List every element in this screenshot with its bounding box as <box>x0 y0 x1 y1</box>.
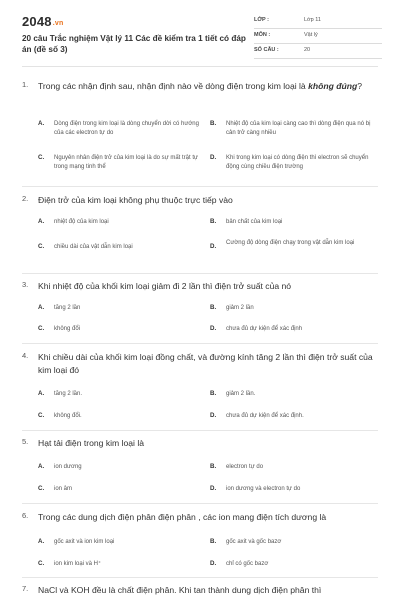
document-header <box>22 14 382 66</box>
option-letter: D. <box>210 325 217 332</box>
question-number: 3. <box>22 280 29 289</box>
question-number: 2. <box>22 194 29 203</box>
option-letter: C. <box>38 243 45 250</box>
option-text: tăng 2 lần. <box>54 391 83 397</box>
option-letter: A. <box>38 120 45 127</box>
question-number: 4. <box>22 351 29 360</box>
meta-key: LỚP : <box>254 17 269 23</box>
meta-key: MÔN : <box>254 32 271 38</box>
option-letter: B. <box>210 538 217 545</box>
option-text: Nguyên nhân điện trở của kim loại là do sự mất trật tự trong mạng tinh thể <box>54 155 199 170</box>
option-text: chưa đủ dự kiện để xác định <box>226 326 303 332</box>
option-text: Khi trong kim loại có dòng điện thì electron sẽ chuyển động cùng chiều điện trường <box>226 155 369 170</box>
header-divider <box>22 66 378 67</box>
option-letter: A. <box>38 538 45 545</box>
option-letter: C. <box>38 154 45 161</box>
option-text: chỉ có gốc bazơ <box>226 561 269 567</box>
option-letter: B. <box>210 218 217 225</box>
option-letter: C. <box>38 485 45 492</box>
option-letter: A. <box>38 304 45 311</box>
site-logo[interactable] <box>22 14 63 29</box>
question-text: Khi nhiệt độ của khối kim loại giảm đi 2 lần thì điện trở suất của nó <box>38 281 292 291</box>
question-number: 6. <box>22 511 29 520</box>
option-letter: C. <box>38 560 45 567</box>
meta-value: Lớp 11 <box>304 17 321 23</box>
option-letter: D. <box>210 560 217 567</box>
option-text: gốc axit và ion kim loại <box>54 539 115 545</box>
option-letter: D. <box>210 243 217 250</box>
meta-value: 20 <box>304 47 311 53</box>
question-text: Điện trở của kim loại không phụ thuộc trực tiếp vào <box>38 195 233 205</box>
question-number: 7. <box>22 584 29 593</box>
option-letter: C. <box>38 412 45 419</box>
question-divider <box>22 430 378 431</box>
option-text: Dòng điện trong kim loại là dòng chuyển dời có hướng của các electron tự do <box>54 121 199 136</box>
question-text: Trong các dung dịch điện phân điện phân , các ion mang điện tích dương là <box>38 512 327 522</box>
option-text: nhiệt độ của kim loại <box>54 219 109 225</box>
option-text: giảm 2 lần <box>226 305 254 311</box>
meta-value: Vật lý <box>304 32 318 38</box>
option-text: ion dương <box>54 464 82 470</box>
meta-key: SỐ CÂU : <box>254 47 279 53</box>
option-letter: A. <box>38 218 45 225</box>
option-letter: D. <box>210 154 217 161</box>
option-letter: B. <box>210 390 217 397</box>
option-text: gốc axit và gốc bazơ <box>226 539 282 545</box>
question-divider <box>22 503 378 504</box>
option-letter: A. <box>38 463 45 470</box>
question-text-end: ? <box>357 81 363 91</box>
question-text-main: Trong các nhận định sau, nhận định nào về dòng điện trong kim loại là <box>38 81 309 91</box>
question-text: Hạt tải điện trong kim loại là <box>38 438 145 448</box>
option-text: Nhiệt độ của kim loại càng cao thì dòng điện qua nó bị cản trở càng nhiều <box>226 121 371 136</box>
meta-row-count <box>254 44 382 59</box>
option-text: bản chất của kim loại <box>226 219 283 225</box>
document-title: 20 câu Trắc nghiệm Vật lý 11 Các đề kiểm tra 1 tiết có đáp án (đề số 3) <box>22 34 246 54</box>
option-text: giảm 2 lần. <box>226 391 256 397</box>
option-text: ion kim loại và H⁺ <box>54 561 102 567</box>
option-text: chưa đủ dự kiện để xác định. <box>226 413 304 419</box>
question-text-emphasis: không đúng <box>308 81 358 91</box>
option-letter: A. <box>38 390 45 397</box>
question-text <box>38 80 373 93</box>
logo-suffix: .vn <box>52 20 64 27</box>
document-meta <box>254 14 382 59</box>
option-letter: D. <box>210 412 217 419</box>
option-letter: C. <box>38 325 45 332</box>
question-number: 5. <box>22 437 29 446</box>
option-letter: B. <box>210 304 217 311</box>
option-letter: B. <box>210 463 217 470</box>
option-text: ion dương và electron tự do <box>226 486 301 492</box>
option-text: chiều dài của vật dẫn kim loại <box>54 244 133 250</box>
question-divider <box>22 186 378 187</box>
option-text: Cường độ dòng điện chạy trong vật dẫn kim loại <box>226 240 355 246</box>
question-text: Khi chiều dài của khối kim loại đồng chất, và đường kính tăng 2 lần thì điện trở suất của kim loại đó <box>38 352 373 375</box>
question-divider <box>22 343 378 344</box>
question-text: NaCl và KOH đều là chất điện phân. Khi tan thành dung dịch điện phân thì <box>38 585 322 595</box>
option-text: electron tự do <box>226 464 264 470</box>
meta-row-class <box>254 14 382 29</box>
option-text: ion âm <box>54 486 73 492</box>
question-number: 1. <box>22 80 29 89</box>
option-letter: D. <box>210 485 217 492</box>
option-letter: B. <box>210 120 217 127</box>
logo-main: 2048 <box>22 14 52 29</box>
option-text: không đổi <box>54 326 81 332</box>
option-text: tăng 2 lần <box>54 305 81 311</box>
meta-row-subject <box>254 29 382 44</box>
option-text: không đổi. <box>54 413 82 419</box>
question-divider <box>22 577 378 578</box>
question-divider <box>22 273 378 274</box>
